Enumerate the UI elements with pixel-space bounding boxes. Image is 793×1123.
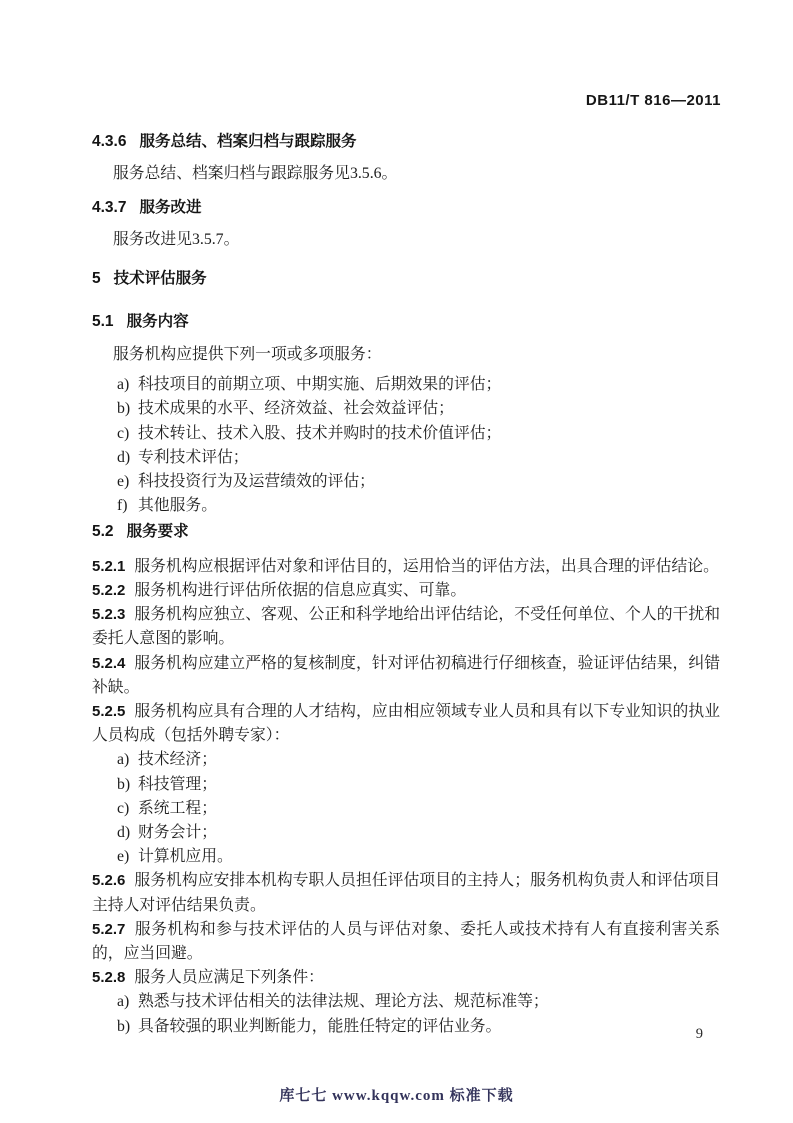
list-item bbox=[92, 821, 720, 845]
list-item-text: 熟悉与技术评估相关的法律法规、理论方法、规范标准等； bbox=[138, 993, 549, 1011]
clause-text: 服务机构应根据评估对象和评估目的，运用恰当的评估方法，出具合理的评估结论。 bbox=[134, 557, 719, 575]
list-item bbox=[92, 422, 720, 446]
paragraph-4-3-6: 服务总结、档案归档与跟踪服务见3.5.6。 bbox=[113, 165, 398, 182]
list-marker: a) bbox=[117, 376, 130, 393]
list-item-text: 具备较强的职业判断能力，能胜任特定的评估业务。 bbox=[138, 1017, 502, 1035]
list-item-text: 技术转让、技术入股、技术并购时的技术价值评估； bbox=[138, 424, 502, 442]
clauses-5-2 bbox=[92, 555, 720, 1039]
section-number: 4.3.6 bbox=[92, 133, 127, 150]
section-title: 服务改进 bbox=[139, 199, 202, 216]
list-marker: d) bbox=[117, 448, 131, 466]
list-item-text: 其他服务。 bbox=[138, 497, 217, 515]
clause-5-2-7 bbox=[92, 918, 720, 966]
section-number: 5.2 bbox=[92, 522, 114, 540]
chapter-number: 5 bbox=[92, 270, 101, 287]
clause-text: 服务机构应独立、客观、公正和科学地给出评估结论，不受任何单位、个人的干扰和委托人意图的影响。 bbox=[92, 606, 720, 648]
list-marker: a) bbox=[117, 993, 130, 1011]
list-item-text: 技术经济； bbox=[138, 751, 217, 769]
list-marker: b) bbox=[117, 775, 131, 793]
section-number: 4.3.7 bbox=[92, 199, 127, 216]
list-marker: c) bbox=[117, 799, 130, 817]
list-item bbox=[92, 990, 720, 1014]
list-item-text: 财务会计； bbox=[138, 824, 217, 842]
clause-number: 5.2.2 bbox=[92, 581, 126, 599]
list-marker: f) bbox=[117, 497, 128, 515]
clause-text: 服务机构进行评估所依据的信息应真实、可靠。 bbox=[134, 581, 467, 599]
list-item-text: 技术成果的水平、经济效益、社会效益评估； bbox=[138, 400, 454, 418]
watermark-text: 库七七 www.kqqw.com 标准下载 bbox=[279, 1088, 514, 1104]
list-marker: a) bbox=[117, 751, 130, 769]
clause-5-2-2 bbox=[92, 579, 720, 603]
section-number: 5.1 bbox=[92, 313, 114, 330]
list-item-text: 计算机应用。 bbox=[138, 848, 233, 866]
page-number: 9 bbox=[695, 1026, 703, 1042]
clause-5-2-4 bbox=[92, 652, 720, 700]
list-item bbox=[92, 470, 720, 494]
paragraph-4-3-7: 服务改进见3.5.7。 bbox=[113, 231, 240, 248]
document-content bbox=[92, 115, 720, 1039]
list-item-text: 科技项目的前期立项、中期实施、后期效果的评估； bbox=[138, 376, 502, 393]
list-item bbox=[92, 373, 720, 397]
chapter-heading-5 bbox=[92, 266, 720, 291]
clause-number: 5.2.7 bbox=[92, 920, 126, 938]
clause-number: 5.2.3 bbox=[92, 606, 126, 624]
list-item bbox=[92, 446, 720, 470]
list-marker: d) bbox=[117, 824, 131, 842]
paragraph-5-1-intro: 服务机构应提供下列一项或多项服务： bbox=[113, 346, 382, 363]
clause-text: 服务人员应满足下列条件： bbox=[134, 969, 324, 987]
list-item-text: 科技投资行为及运营绩效的评估； bbox=[138, 473, 375, 491]
section-title: 服务要求 bbox=[126, 522, 189, 540]
section-title: 服务内容 bbox=[126, 313, 189, 330]
list-5-2-8 bbox=[92, 990, 720, 1038]
list-item-text: 科技管理； bbox=[138, 775, 217, 793]
list-item bbox=[92, 494, 720, 518]
section-heading-4-3-6 bbox=[92, 129, 720, 154]
standard-number-header: DB11/T 816—2011 bbox=[585, 92, 721, 109]
chapter-title: 技术评估服务 bbox=[113, 270, 207, 287]
clause-number: 5.2.6 bbox=[92, 872, 126, 890]
list-5-2-5 bbox=[92, 748, 720, 869]
section-heading-4-3-7 bbox=[92, 195, 720, 220]
list-item bbox=[92, 773, 720, 797]
section-heading-5-2 bbox=[92, 519, 720, 544]
clause-5-2-6 bbox=[92, 869, 720, 917]
clause-number: 5.2.1 bbox=[92, 557, 126, 575]
list-item bbox=[92, 845, 720, 869]
list-item bbox=[92, 797, 720, 821]
list-item bbox=[92, 1015, 720, 1039]
section-heading-5-1 bbox=[92, 309, 720, 334]
clause-5-2-5 bbox=[92, 700, 720, 748]
list-item-text: 系统工程； bbox=[138, 799, 217, 817]
section-title: 服务总结、档案归档与跟踪服务 bbox=[139, 133, 357, 150]
list-marker: e) bbox=[117, 473, 130, 491]
list-marker: e) bbox=[117, 848, 130, 866]
list-marker: b) bbox=[117, 1017, 131, 1035]
list-marker: b) bbox=[117, 400, 131, 418]
clause-number: 5.2.4 bbox=[92, 654, 126, 672]
list-item bbox=[92, 748, 720, 772]
list-5-1 bbox=[92, 373, 720, 519]
list-marker: c) bbox=[117, 424, 130, 442]
clause-text: 服务机构和参与技术评估的人员与评估对象、委托人或技术持有人有直接利害关系的，应当回避。 bbox=[92, 920, 720, 963]
list-item-text: 专利技术评估； bbox=[138, 448, 249, 466]
clause-5-2-8 bbox=[92, 966, 720, 990]
clause-text: 服务机构应具有合理的人才结构，应由相应领域专业人员和具有以下专业知识的执业人员构成（包括外聘专家）： bbox=[92, 703, 720, 745]
clause-5-2-1 bbox=[92, 555, 720, 579]
clause-5-2-3 bbox=[92, 603, 720, 651]
list-item bbox=[92, 397, 720, 421]
clause-number: 5.2.5 bbox=[92, 703, 126, 720]
clause-number: 5.2.8 bbox=[92, 969, 126, 987]
clause-text: 服务机构应建立严格的复核制度，针对评估初稿进行仔细核查，验证评估结果，纠错补缺。 bbox=[92, 654, 720, 696]
clause-text: 服务机构应安排本机构专职人员担任评估项目的主持人；服务机构负责人和评估项目主持人对评估结果负责。 bbox=[92, 872, 720, 914]
